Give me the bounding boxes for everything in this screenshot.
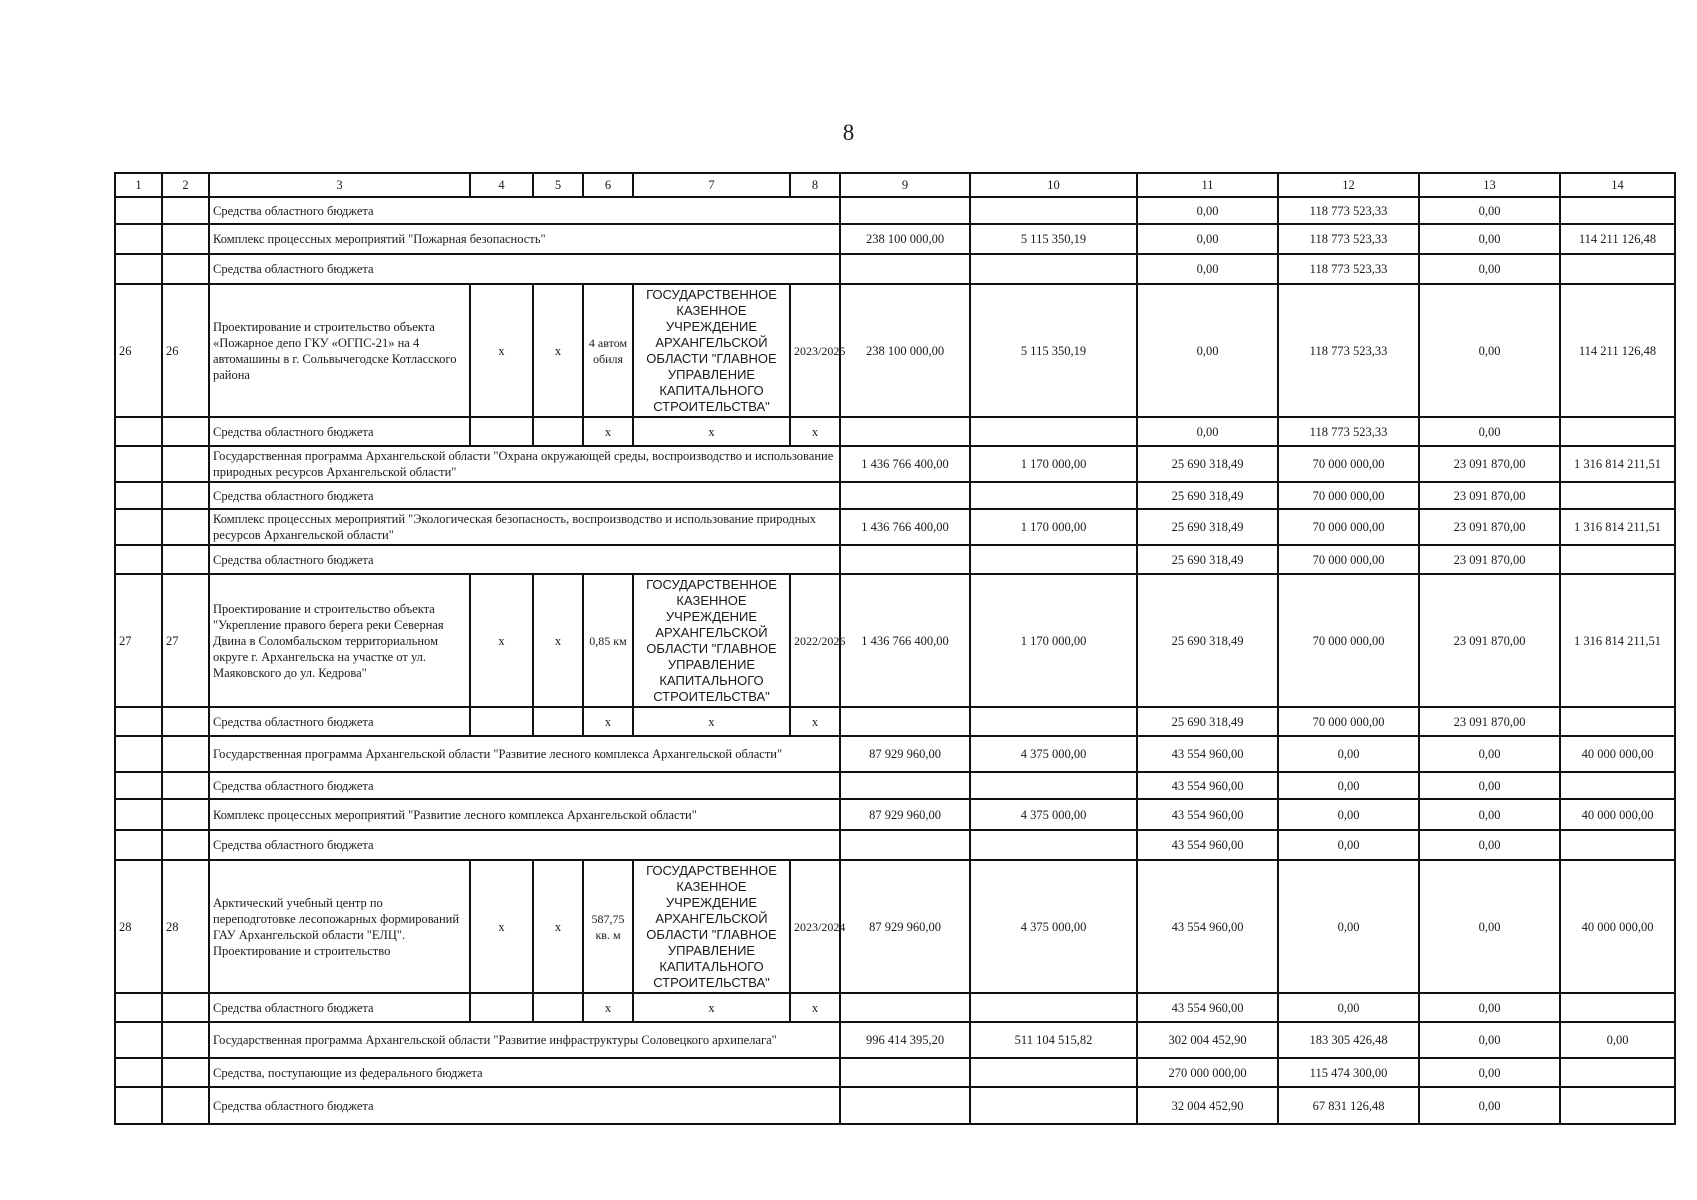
cell-col12: 115 474 300,00 bbox=[1278, 1058, 1419, 1087]
cell-col10 bbox=[970, 254, 1137, 284]
cell-col8: x bbox=[790, 993, 840, 1022]
cell-col13: 0,00 bbox=[1419, 799, 1560, 830]
table-row-object bbox=[115, 860, 1675, 993]
cell-col10: 1 170 000,00 bbox=[970, 574, 1137, 707]
cell-col14 bbox=[1560, 1058, 1675, 1087]
table-row-subx bbox=[115, 417, 1675, 446]
cell-col12: 0,00 bbox=[1278, 993, 1419, 1022]
customer-cell: ГОСУДАРСТВЕННОЕ КАЗЕННОЕ УЧРЕЖДЕНИЕ АРХАНГЕЛЬСКОЙ ОБЛАСТИ "ГЛАВНОЕ УПРАВЛЕНИЕ КАПИТАЛЬНОГО СТРОИТЕЛЬСТВА" bbox=[633, 284, 790, 417]
empty-cell bbox=[162, 830, 209, 860]
cell-col4: x bbox=[470, 284, 533, 417]
column-header: 1 bbox=[115, 173, 162, 197]
cell-col9 bbox=[840, 417, 970, 446]
column-header: 13 bbox=[1419, 173, 1560, 197]
cell-col13: 0,00 bbox=[1419, 993, 1560, 1022]
customer-cell: ГОСУДАРСТВЕННОЕ КАЗЕННОЕ УЧРЕЖДЕНИЕ АРХАНГЕЛЬСКОЙ ОБЛАСТИ "ГЛАВНОЕ УПРАВЛЕНИЕ КАПИТАЛЬНОГО СТРОИТЕЛЬСТВА" bbox=[633, 860, 790, 993]
cell-col11: 270 000 000,00 bbox=[1137, 1058, 1278, 1087]
row-number: 27 bbox=[162, 574, 209, 707]
cell-col12: 118 773 523,33 bbox=[1278, 417, 1419, 446]
program-name: Комплекс процессных мероприятий "Экологическая безопасность, воспроизводство и использование природных ресурсов Архангельской области" bbox=[209, 509, 840, 545]
cell-col10 bbox=[970, 1087, 1137, 1124]
customer-cell: ГОСУДАРСТВЕННОЕ КАЗЕННОЕ УЧРЕЖДЕНИЕ АРХАНГЕЛЬСКОЙ ОБЛАСТИ "ГЛАВНОЕ УПРАВЛЕНИЕ КАПИТАЛЬНОГО СТРОИТЕЛЬСТВА" bbox=[633, 574, 790, 707]
funding-source: Средства областного бюджета bbox=[209, 707, 470, 736]
empty-cell bbox=[533, 707, 583, 736]
empty-cell bbox=[115, 545, 162, 574]
empty-cell bbox=[115, 254, 162, 284]
cell-col11: 43 554 960,00 bbox=[1137, 772, 1278, 799]
cell-col6: x bbox=[583, 417, 633, 446]
cell-col11: 25 690 318,49 bbox=[1137, 482, 1278, 509]
cell-col10 bbox=[970, 830, 1137, 860]
cell-col14: 114 211 126,48 bbox=[1560, 284, 1675, 417]
row-number: 26 bbox=[162, 284, 209, 417]
row-number: 28 bbox=[162, 860, 209, 993]
table-body bbox=[115, 173, 1675, 1124]
cell-col14: 0,00 bbox=[1560, 1022, 1675, 1058]
cell-col10 bbox=[970, 482, 1137, 509]
cell-col9: 1 436 766 400,00 bbox=[840, 509, 970, 545]
table-row-group bbox=[115, 224, 1675, 254]
cell-col12: 118 773 523,33 bbox=[1278, 254, 1419, 284]
table-row-group bbox=[115, 1022, 1675, 1058]
header-row bbox=[115, 173, 1675, 197]
empty-cell bbox=[115, 736, 162, 772]
cell-col14 bbox=[1560, 772, 1675, 799]
cell-col9 bbox=[840, 482, 970, 509]
cell-col12: 70 000 000,00 bbox=[1278, 446, 1419, 482]
object-name: Арктический учебный центр по переподготовке лесопожарных формирований ГАУ Архангельской области "ЕЛЦ". Проектирование и строительство bbox=[209, 860, 470, 993]
table-row-group bbox=[115, 446, 1675, 482]
empty-cell bbox=[115, 1022, 162, 1058]
cell-col13: 0,00 bbox=[1419, 1058, 1560, 1087]
cell-col11: 302 004 452,90 bbox=[1137, 1022, 1278, 1058]
cell-col13: 23 091 870,00 bbox=[1419, 446, 1560, 482]
funding-source: Средства областного бюджета bbox=[209, 1087, 840, 1124]
period-cell: 2023/2025 bbox=[790, 284, 840, 417]
cell-col12: 183 305 426,48 bbox=[1278, 1022, 1419, 1058]
program-name: Комплекс процессных мероприятий "Развитие лесного комплекса Архангельской области" bbox=[209, 799, 840, 830]
cell-col9: 1 436 766 400,00 bbox=[840, 446, 970, 482]
cell-col10: 1 170 000,00 bbox=[970, 446, 1137, 482]
row-number: 26 bbox=[115, 284, 162, 417]
cell-col10: 5 115 350,19 bbox=[970, 224, 1137, 254]
cell-col13: 0,00 bbox=[1419, 1087, 1560, 1124]
cell-col14 bbox=[1560, 830, 1675, 860]
cell-col11: 43 554 960,00 bbox=[1137, 736, 1278, 772]
cell-col13: 0,00 bbox=[1419, 736, 1560, 772]
cell-col13: 23 091 870,00 bbox=[1419, 482, 1560, 509]
empty-cell bbox=[533, 417, 583, 446]
cell-col14 bbox=[1560, 707, 1675, 736]
table-row-sub bbox=[115, 545, 1675, 574]
empty-cell bbox=[115, 197, 162, 224]
empty-cell bbox=[162, 254, 209, 284]
cell-col12: 70 000 000,00 bbox=[1278, 482, 1419, 509]
cell-col13: 23 091 870,00 bbox=[1419, 574, 1560, 707]
cell-col10: 4 375 000,00 bbox=[970, 736, 1137, 772]
empty-cell bbox=[162, 482, 209, 509]
cell-col12: 118 773 523,33 bbox=[1278, 224, 1419, 254]
cell-col11: 43 554 960,00 bbox=[1137, 830, 1278, 860]
cell-col8: x bbox=[790, 707, 840, 736]
cell-col9 bbox=[840, 830, 970, 860]
period-cell: 2023/2024 bbox=[790, 860, 840, 993]
cell-col11: 0,00 bbox=[1137, 417, 1278, 446]
cell-col11: 25 690 318,49 bbox=[1137, 574, 1278, 707]
cell-col4: x bbox=[470, 574, 533, 707]
empty-cell bbox=[162, 417, 209, 446]
cell-col12: 118 773 523,33 bbox=[1278, 284, 1419, 417]
cell-col11: 43 554 960,00 bbox=[1137, 860, 1278, 993]
empty-cell bbox=[162, 772, 209, 799]
cell-col9: 87 929 960,00 bbox=[840, 799, 970, 830]
cell-col14: 40 000 000,00 bbox=[1560, 736, 1675, 772]
cell-col11: 32 004 452,90 bbox=[1137, 1087, 1278, 1124]
budget-table bbox=[114, 172, 1676, 1125]
cell-col11: 0,00 bbox=[1137, 224, 1278, 254]
cell-col10 bbox=[970, 545, 1137, 574]
funding-source: Средства областного бюджета bbox=[209, 197, 840, 224]
cell-col5: x bbox=[533, 284, 583, 417]
cell-col14: 114 211 126,48 bbox=[1560, 224, 1675, 254]
cell-col14 bbox=[1560, 417, 1675, 446]
cell-col13: 0,00 bbox=[1419, 860, 1560, 993]
funding-source: Средства, поступающие из федерального бюджета bbox=[209, 1058, 840, 1087]
empty-cell bbox=[162, 197, 209, 224]
cell-col10 bbox=[970, 993, 1137, 1022]
column-header: 11 bbox=[1137, 173, 1278, 197]
empty-cell bbox=[162, 1022, 209, 1058]
cell-col11: 43 554 960,00 bbox=[1137, 993, 1278, 1022]
capacity-cell: 587,75 кв. м bbox=[583, 860, 633, 993]
empty-cell bbox=[115, 707, 162, 736]
cell-col14 bbox=[1560, 545, 1675, 574]
cell-col7: x bbox=[633, 417, 790, 446]
program-name: Государственная программа Архангельской области "Развитие инфраструктуры Соловецкого архипелага" bbox=[209, 1022, 840, 1058]
cell-col12: 70 000 000,00 bbox=[1278, 509, 1419, 545]
column-header: 9 bbox=[840, 173, 970, 197]
cell-col9: 87 929 960,00 bbox=[840, 736, 970, 772]
table-row-sub bbox=[115, 197, 1675, 224]
funding-source: Средства областного бюджета bbox=[209, 254, 840, 284]
funding-source: Средства областного бюджета bbox=[209, 545, 840, 574]
cell-col12: 0,00 bbox=[1278, 736, 1419, 772]
empty-cell bbox=[162, 545, 209, 574]
cell-col13: 23 091 870,00 bbox=[1419, 509, 1560, 545]
empty-cell bbox=[162, 736, 209, 772]
table-row-group bbox=[115, 509, 1675, 545]
empty-cell bbox=[162, 1087, 209, 1124]
empty-cell bbox=[115, 799, 162, 830]
table-row-sub bbox=[115, 1058, 1675, 1087]
cell-col10 bbox=[970, 197, 1137, 224]
empty-cell bbox=[162, 509, 209, 545]
column-header: 8 bbox=[790, 173, 840, 197]
empty-cell bbox=[470, 707, 533, 736]
empty-cell bbox=[470, 993, 533, 1022]
cell-col10: 4 375 000,00 bbox=[970, 799, 1137, 830]
cell-col11: 25 690 318,49 bbox=[1137, 509, 1278, 545]
table-row-object bbox=[115, 574, 1675, 707]
empty-cell bbox=[533, 993, 583, 1022]
funding-source: Средства областного бюджета bbox=[209, 482, 840, 509]
table-row-group bbox=[115, 736, 1675, 772]
empty-cell bbox=[115, 1087, 162, 1124]
cell-col12: 70 000 000,00 bbox=[1278, 545, 1419, 574]
empty-cell bbox=[162, 1058, 209, 1087]
cell-col9: 1 436 766 400,00 bbox=[840, 574, 970, 707]
column-header: 5 bbox=[533, 173, 583, 197]
cell-col14 bbox=[1560, 1087, 1675, 1124]
empty-cell bbox=[470, 417, 533, 446]
empty-cell bbox=[115, 509, 162, 545]
row-number: 28 bbox=[115, 860, 162, 993]
cell-col13: 0,00 bbox=[1419, 254, 1560, 284]
cell-col13: 0,00 bbox=[1419, 284, 1560, 417]
cell-col5: x bbox=[533, 860, 583, 993]
cell-col14: 1 316 814 211,51 bbox=[1560, 574, 1675, 707]
empty-cell bbox=[115, 830, 162, 860]
cell-col9: 238 100 000,00 bbox=[840, 224, 970, 254]
empty-cell bbox=[115, 446, 162, 482]
cell-col11: 25 690 318,49 bbox=[1137, 545, 1278, 574]
cell-col9 bbox=[840, 254, 970, 284]
cell-col9 bbox=[840, 993, 970, 1022]
cell-col14: 40 000 000,00 bbox=[1560, 860, 1675, 993]
empty-cell bbox=[162, 446, 209, 482]
table-row-subx bbox=[115, 707, 1675, 736]
cell-col8: x bbox=[790, 417, 840, 446]
cell-col9 bbox=[840, 707, 970, 736]
cell-col9 bbox=[840, 1087, 970, 1124]
cell-col12: 0,00 bbox=[1278, 860, 1419, 993]
cell-col9 bbox=[840, 545, 970, 574]
empty-cell bbox=[162, 224, 209, 254]
empty-cell bbox=[115, 772, 162, 799]
table-row-sub bbox=[115, 482, 1675, 509]
empty-cell bbox=[115, 1058, 162, 1087]
cell-col13: 0,00 bbox=[1419, 772, 1560, 799]
cell-col13: 0,00 bbox=[1419, 224, 1560, 254]
cell-col5: x bbox=[533, 574, 583, 707]
object-name: Проектирование и строительство объекта «Пожарное депо ГКУ «ОГПС-21» на 4 автомашины в г. Сольвычегодске Котласского района bbox=[209, 284, 470, 417]
cell-col10: 4 375 000,00 bbox=[970, 860, 1137, 993]
cell-col7: x bbox=[633, 707, 790, 736]
cell-col14 bbox=[1560, 254, 1675, 284]
program-name: Государственная программа Архангельской области "Развитие лесного комплекса Архангельской области" bbox=[209, 736, 840, 772]
cell-col12: 67 831 126,48 bbox=[1278, 1087, 1419, 1124]
cell-col10: 1 170 000,00 bbox=[970, 509, 1137, 545]
cell-col11: 0,00 bbox=[1137, 254, 1278, 284]
cell-col14 bbox=[1560, 482, 1675, 509]
table-row-sub bbox=[115, 254, 1675, 284]
funding-source: Средства областного бюджета bbox=[209, 417, 470, 446]
table-row-subx bbox=[115, 993, 1675, 1022]
page-number: 8 bbox=[842, 120, 855, 145]
cell-col7: x bbox=[633, 993, 790, 1022]
cell-col14: 1 316 814 211,51 bbox=[1560, 509, 1675, 545]
empty-cell bbox=[115, 224, 162, 254]
empty-cell bbox=[115, 417, 162, 446]
funding-source: Средства областного бюджета bbox=[209, 830, 840, 860]
cell-col9 bbox=[840, 1058, 970, 1087]
table-row-sub bbox=[115, 1087, 1675, 1124]
cell-col10 bbox=[970, 1058, 1137, 1087]
funding-source: Средства областного бюджета bbox=[209, 772, 840, 799]
cell-col11: 25 690 318,49 bbox=[1137, 707, 1278, 736]
table-row-sub bbox=[115, 830, 1675, 860]
cell-col11: 0,00 bbox=[1137, 197, 1278, 224]
empty-cell bbox=[115, 482, 162, 509]
table-row-group bbox=[115, 799, 1675, 830]
column-header: 2 bbox=[162, 173, 209, 197]
cell-col11: 43 554 960,00 bbox=[1137, 799, 1278, 830]
cell-col9 bbox=[840, 772, 970, 799]
cell-col12: 70 000 000,00 bbox=[1278, 574, 1419, 707]
cell-col13: 0,00 bbox=[1419, 417, 1560, 446]
cell-col13: 0,00 bbox=[1419, 1022, 1560, 1058]
capacity-cell: 0,85 км bbox=[583, 574, 633, 707]
cell-col11: 0,00 bbox=[1137, 284, 1278, 417]
cell-col14 bbox=[1560, 993, 1675, 1022]
program-name: Государственная программа Архангельской области "Охрана окружающей среды, воспроизводство и использование природных ресурсов Архангельской области" bbox=[209, 446, 840, 482]
cell-col14 bbox=[1560, 197, 1675, 224]
cell-col9: 238 100 000,00 bbox=[840, 284, 970, 417]
cell-col12: 0,00 bbox=[1278, 772, 1419, 799]
cell-col10: 511 104 515,82 bbox=[970, 1022, 1137, 1058]
column-header: 6 bbox=[583, 173, 633, 197]
cell-col12: 0,00 bbox=[1278, 830, 1419, 860]
row-number: 27 bbox=[115, 574, 162, 707]
cell-col9: 87 929 960,00 bbox=[840, 860, 970, 993]
cell-col6: x bbox=[583, 707, 633, 736]
column-header: 7 bbox=[633, 173, 790, 197]
cell-col9: 996 414 395,20 bbox=[840, 1022, 970, 1058]
empty-cell bbox=[162, 993, 209, 1022]
cell-col10: 5 115 350,19 bbox=[970, 284, 1137, 417]
cell-col14: 1 316 814 211,51 bbox=[1560, 446, 1675, 482]
cell-col9 bbox=[840, 197, 970, 224]
cell-col13: 0,00 bbox=[1419, 830, 1560, 860]
period-cell: 2022/2026 bbox=[790, 574, 840, 707]
cell-col11: 25 690 318,49 bbox=[1137, 446, 1278, 482]
empty-cell bbox=[115, 993, 162, 1022]
empty-cell bbox=[162, 799, 209, 830]
column-header: 14 bbox=[1560, 173, 1675, 197]
cell-col14: 40 000 000,00 bbox=[1560, 799, 1675, 830]
funding-source: Средства областного бюджета bbox=[209, 993, 470, 1022]
capacity-cell: 4 автом обиля bbox=[583, 284, 633, 417]
empty-cell bbox=[162, 707, 209, 736]
cell-col6: x bbox=[583, 993, 633, 1022]
column-header: 12 bbox=[1278, 173, 1419, 197]
cell-col12: 0,00 bbox=[1278, 799, 1419, 830]
table-row-sub bbox=[115, 772, 1675, 799]
column-header: 10 bbox=[970, 173, 1137, 197]
cell-col13: 23 091 870,00 bbox=[1419, 707, 1560, 736]
column-header: 4 bbox=[470, 173, 533, 197]
cell-col12: 118 773 523,33 bbox=[1278, 197, 1419, 224]
cell-col13: 0,00 bbox=[1419, 197, 1560, 224]
cell-col10 bbox=[970, 417, 1137, 446]
column-header: 3 bbox=[209, 173, 470, 197]
cell-col10 bbox=[970, 707, 1137, 736]
cell-col13: 23 091 870,00 bbox=[1419, 545, 1560, 574]
cell-col10 bbox=[970, 772, 1137, 799]
cell-col4: x bbox=[470, 860, 533, 993]
cell-col12: 70 000 000,00 bbox=[1278, 707, 1419, 736]
object-name: Проектирование и строительство объекта "Укрепление правого берега реки Северная Двина в Соломбальском территориальном округе г. Архангельска на участке от ул. Маяковского до ул. Кедрова" bbox=[209, 574, 470, 707]
program-name: Комплекс процессных мероприятий "Пожарная безопасность" bbox=[209, 224, 840, 254]
table-row-object bbox=[115, 284, 1675, 417]
